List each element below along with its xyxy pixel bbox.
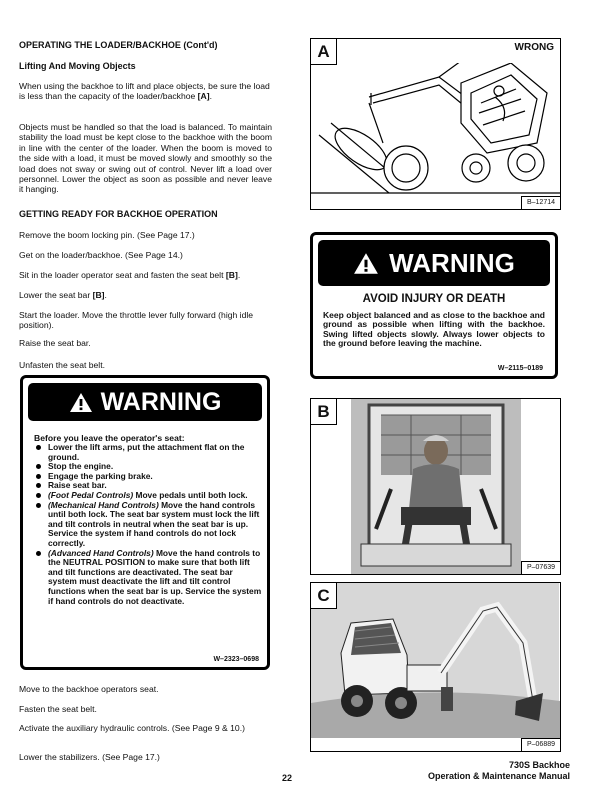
figure-a-label: A [311,39,337,65]
bullet-icon [36,483,41,488]
subheading-lifting: Lifting And Moving Objects [19,61,136,71]
bullet-icon [36,474,41,479]
figure-b [310,398,561,575]
warning-banner-right: WARNING [318,240,550,286]
step-seat-belt: Sit in the loader operator seat and fasten the seat belt [B]. [19,270,241,280]
loader-backhoe-photo [311,583,560,738]
warning-body: Keep object balanced and as close to the backhoe and ground as possible when lifting with the backhoe. Swing lifted objects slowly. Always lower objects to the ground before leaving the machine. [323,310,545,349]
warning-list-item: Engage the parking brake. [34,472,262,482]
bullet-icon [36,464,41,469]
figure-c-ref: P–06889 [521,738,560,751]
step-remove-pin: Remove the boom locking pin. (See Page 17.) [19,230,195,240]
warning-list-item: Stop the engine. [34,462,262,472]
paragraph-balance: Objects must be handled so that the load is balanced. To maintain stability the load must be kept close to the backhoe with the boom in line with the center of the loader. When the boom is moved to the side with a load, it must be moved slowly and smoothly so the load does not sway or swing out of control. Never lift a load over personnel. Lower the object as soon as possible and never leave it hanging. [19,122,272,195]
warning-title: AVOID INJURY OR DEATH [362,293,506,305]
step-lower-seat-bar: Lower the seat bar [B]. [19,290,107,300]
step-get-on: Get on the loader/backhoe. (See Page 14.) [19,250,183,260]
step-fasten-belt: Fasten the seat belt. [19,704,97,714]
figure-b-ref: P–07639 [521,561,560,574]
bullet-icon [36,445,41,450]
page-heading [19,40,272,50]
warning-list-item: Raise seat bar. [34,481,262,491]
warning-list-item: (Advanced Hand Controls) Move the hand controls to the NEUTRAL POSITION to make sure that both lift and tilt functions are deactivated. The seat bar system must deactivate the lift and tilt control functions when the seat bar is up. Service the system if hand controls do not deactivate. [34,549,262,607]
warning-code-right: W–2115–0189 [497,365,543,372]
warning-box-seat [20,375,270,670]
warning-intro: Before you leave the operator's seat: [34,433,185,443]
paragraph-capacity: When using the backhoe to lift and place objects, be sure the load is less than the capacity of the loader/backhoe [A]. [19,81,270,102]
section-heading: OPERATING THE LOADER/BACKHOE (Cont'd) [19,40,218,50]
step-lower-stabilizers: Lower the stabilizers. (See Page 17.) [19,752,160,762]
footer-manual: Operation & Maintenance Manual [427,771,570,781]
step-auxiliary-hydraulics: Activate the auxiliary hydraulic controls. (See Page 9 & 10.) [19,723,245,733]
warning-banner: WARNING [28,383,262,421]
figure-a-caption: WRONG [514,42,554,53]
step-move-backhoe-seat: Move to the backhoe operators seat. [19,684,159,694]
step-unfasten-belt: Unfasten the seat belt. [19,360,105,370]
step-start-loader: Start the loader. Move the throttle lever fully forward (high idle position). [19,310,254,331]
warning-list-item: (Foot Pedal Controls) Move pedals until both lock. [34,491,262,501]
warning-code: W–2323–0698 [213,656,259,663]
warning-box-load [310,232,558,379]
bullet-icon [36,503,41,508]
operator-seat-photo [351,399,521,574]
warning-list [34,443,262,606]
figure-a-ref: B–12714 [521,196,560,209]
figure-b-label: B [311,399,337,425]
warning-triangle-icon [69,392,93,413]
tipping-backhoe-illustration [311,63,560,195]
warning-list-item: (Mechanical Hand Controls) Move the hand controls until both lock. The seat bar system must lock the lift and tilt controls in neutral when the seat bar is up. Service the system if hand controls do not lock correctly. [34,501,262,549]
page-number: 22 [282,773,293,783]
figure-c-label: C [311,583,337,609]
warning-triangle-icon [353,252,379,275]
bullet-icon [36,551,41,556]
bullet-icon [36,493,41,498]
figure-c [310,582,561,752]
warning-list-item: Lower the lift arms, put the attachment flat on the ground. [34,443,262,462]
heading-getting-ready: GETTING READY FOR BACKHOE OPERATION [19,209,218,219]
figure-a [310,38,561,210]
step-raise-seat-bar: Raise the seat bar. [19,338,91,348]
footer-title [428,760,570,782]
footer-model: 730S Backhoe [508,760,570,770]
